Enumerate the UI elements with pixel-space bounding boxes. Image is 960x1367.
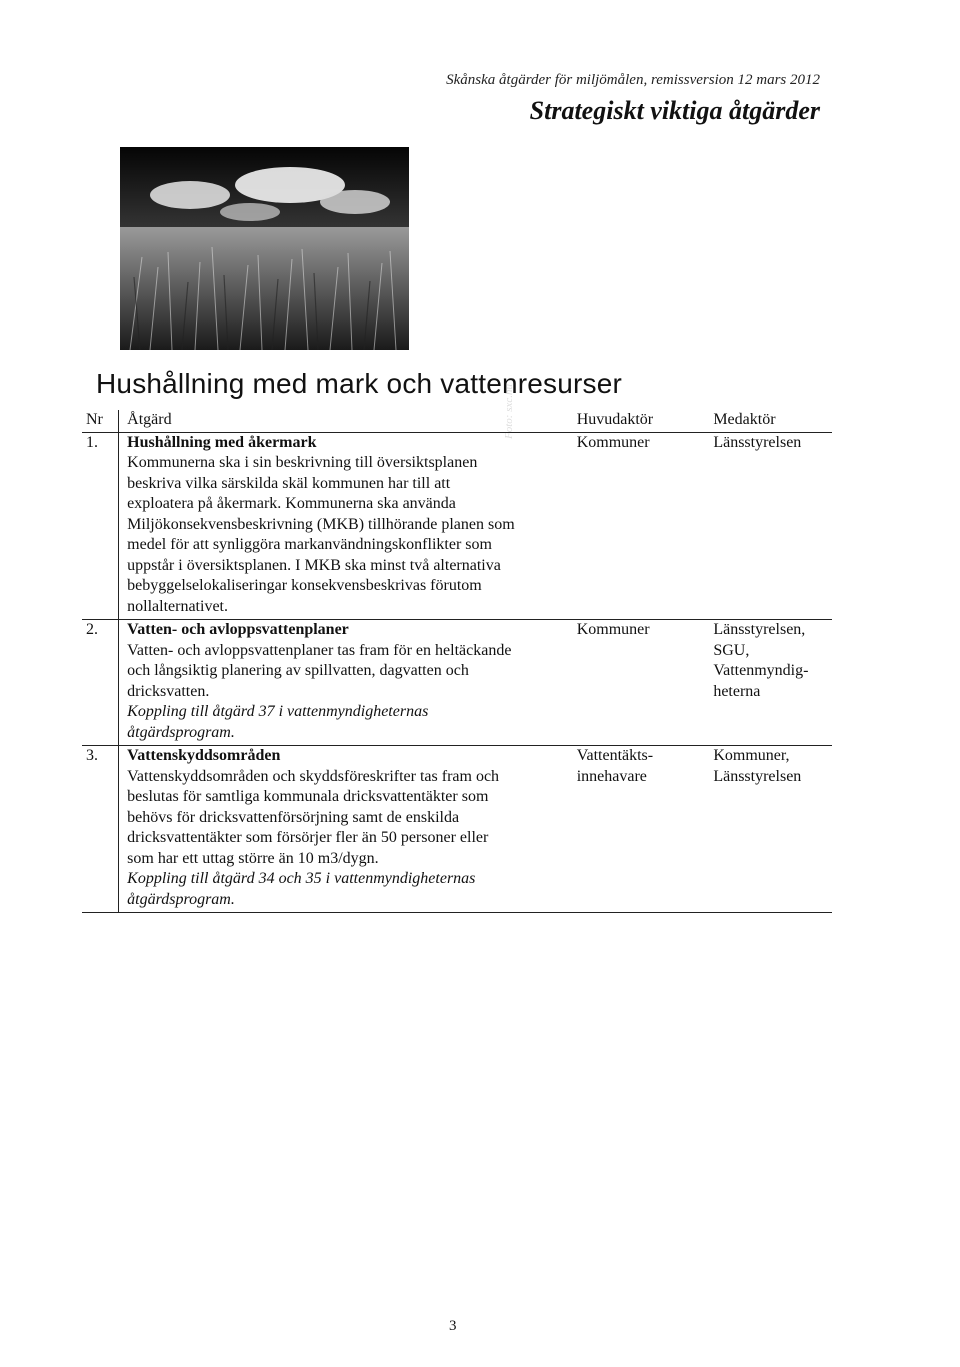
row-text-line: Miljökonsekvensbeskrivning (MKB) tillhörande planen som: [127, 515, 515, 533]
co-actor-line: heterna: [713, 682, 761, 700]
main-actor-line: Vattentäkts-: [576, 747, 654, 764]
row-text-line: dricksvattentäkter som försörjer fler än 50 personer eller: [127, 829, 489, 846]
actions-table: [82, 410, 832, 913]
row-text-line: behövs för dricksvattenförsörjning samt de enskilda: [127, 808, 460, 826]
photo-credit: Foto: sxc.hu: [503, 384, 515, 439]
row-text-line: exploatera på åkermark. Kommunerna ska använda: [127, 495, 456, 512]
row-text-line: och långsiktig planering av spillvatten, dagvatten och: [127, 662, 469, 679]
co-actor-line: Länsstyrelsen: [713, 767, 802, 785]
row-number: 3.: [82, 746, 119, 913]
co-actor-line: Länsstyrelsen,: [713, 621, 806, 638]
row-title: Hushållning med åkermark: [127, 433, 317, 451]
row-text-line: nollalternativet.: [127, 597, 228, 615]
page-number: 3: [449, 1318, 457, 1334]
row-co-actor: [713, 620, 832, 746]
row-text-line: Vatten- och avloppsvattenplaner tas fram för en heltäckande: [127, 641, 512, 659]
row-main-actor: [571, 746, 714, 913]
row-main-actor: [571, 432, 714, 620]
row-action: [119, 432, 571, 620]
row-text-line: dricksvatten.: [127, 682, 210, 700]
header-action: Åtgärd: [119, 410, 571, 432]
row-italic-line: Koppling till åtgärd 37 i vattenmyndigheternas: [127, 703, 429, 720]
row-text-line: bebyggelselokaliseringar konsekvensbeskrivas förutom: [127, 577, 482, 594]
row-text-line: medel för att synliggöra markanvändningskonflikter som: [127, 536, 492, 553]
table-row: [82, 432, 832, 620]
row-text-line: uppstår i översiktsplanen. I MKB ska minst två alternativa: [127, 556, 501, 574]
row-title: Vatten- och avloppsvattenplaner: [127, 621, 349, 638]
row-text-line: Vattenskyddsområden och skyddsföreskrifter tas fram och: [127, 767, 500, 785]
row-text-line: som har ett uttag större än 10 m3/dygn.: [127, 849, 379, 867]
row-number: 1.: [82, 432, 119, 620]
row-italic-line: åtgärdsprogram.: [127, 890, 235, 908]
row-main-actor: [571, 620, 714, 746]
section-title: Hushållning med mark och vattenresurser: [96, 368, 623, 399]
row-co-actor: [713, 746, 832, 913]
row-title: Vattenskyddsområden: [127, 747, 281, 764]
report-title: Strategiskt viktiga åtgärder: [529, 96, 820, 125]
row-text-line: beskriva vilka särskilda skäl kommunen har till att: [127, 474, 451, 492]
header-nr: Nr: [82, 410, 119, 432]
row-action: [119, 620, 571, 746]
row-italic-line: Koppling till åtgärd 34 och 35 i vattenmyndigheternas: [127, 870, 476, 887]
main-actor-line: Kommuner: [576, 433, 650, 451]
row-co-actor: [713, 432, 832, 620]
row-text-line: Kommunerna ska i sin beskrivning till översiktsplanen: [127, 454, 478, 471]
row-text-line: beslutas för samtliga kommunala dricksvattentäkter som: [127, 788, 489, 805]
co-actor-line: Länsstyrelsen: [713, 433, 802, 451]
row-action: [119, 746, 571, 913]
main-actor-line: innehavare: [576, 767, 647, 785]
header-main-actor: Huvudaktör: [571, 410, 714, 432]
table-header-row: [82, 410, 832, 432]
table-row: [82, 746, 832, 913]
co-actor-line: SGU,: [713, 641, 750, 659]
main-actor-line: Kommuner: [576, 621, 650, 638]
co-actor-line: Vattenmyndig-: [713, 662, 809, 679]
row-number: 2.: [82, 620, 119, 746]
table-row: [82, 620, 832, 746]
co-actor-line: Kommuner,: [713, 747, 790, 764]
report-subtitle: Skånska åtgärder för miljömålen, remissversion 12 mars 2012: [446, 72, 820, 88]
wheat-field-image: [120, 147, 409, 350]
row-italic-line: åtgärdsprogram.: [127, 723, 235, 741]
header-co-actor: Medaktör: [713, 410, 832, 432]
